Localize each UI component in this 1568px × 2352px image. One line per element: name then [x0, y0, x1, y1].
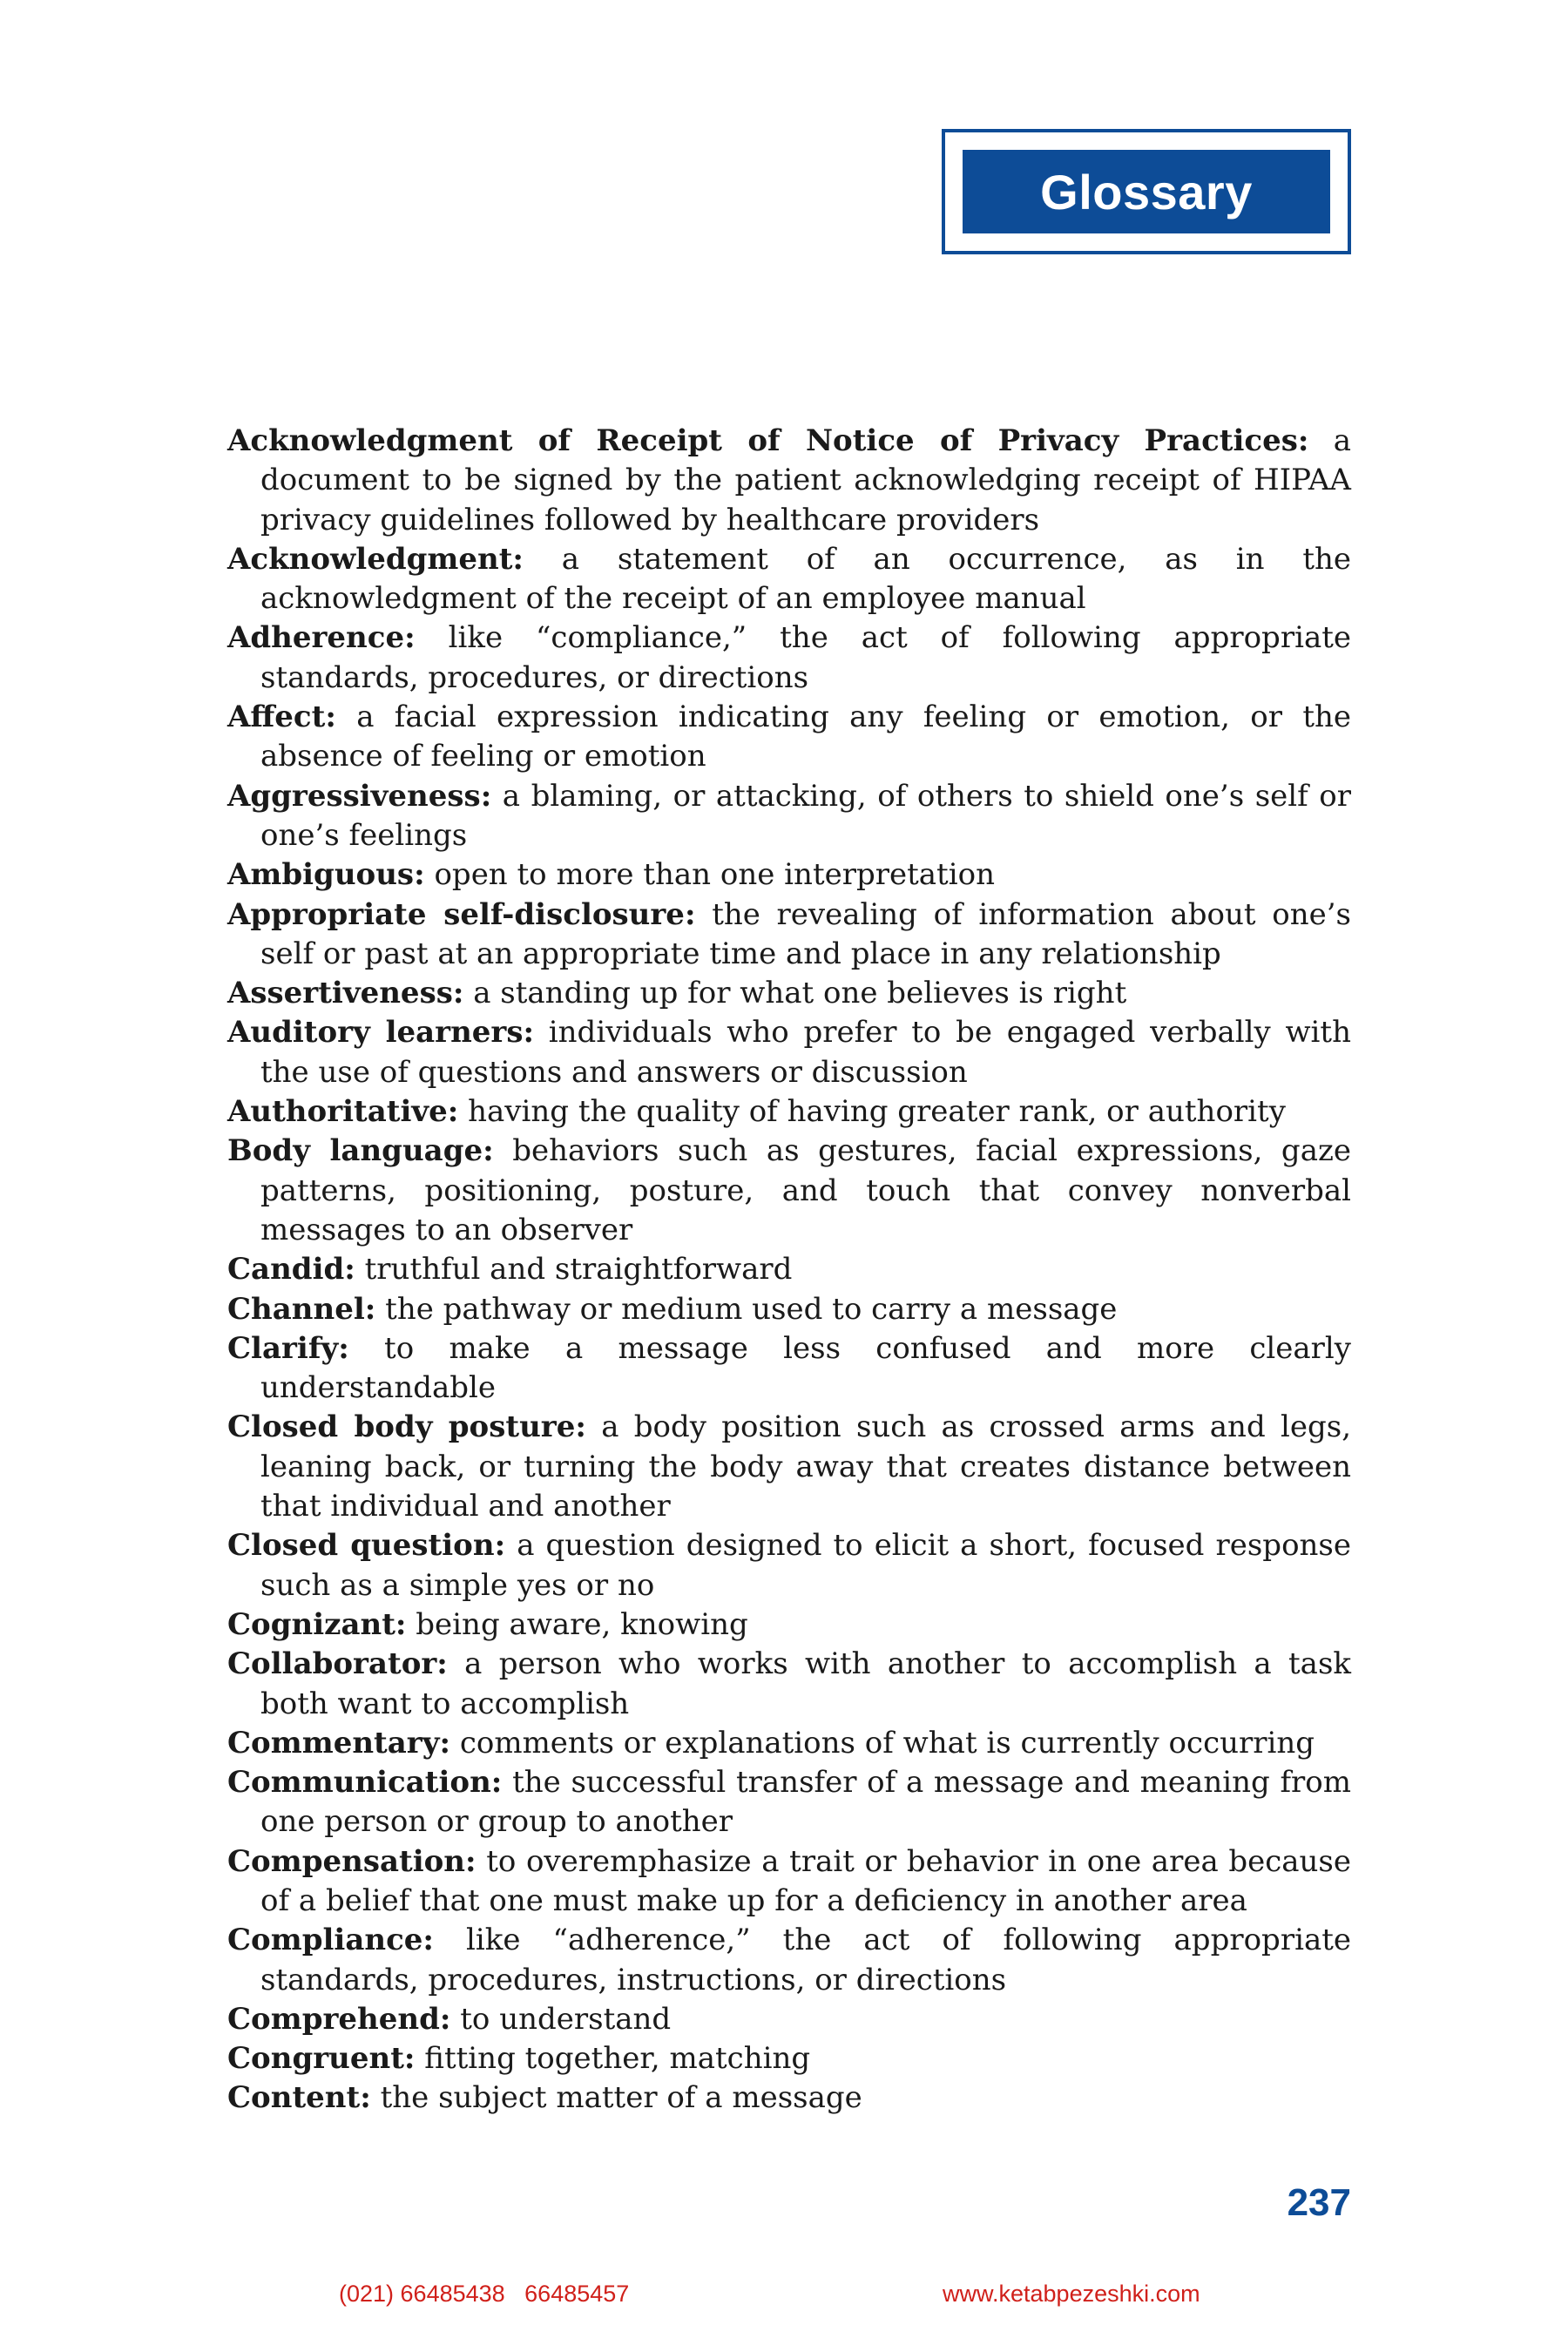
glossary-entry [227, 1763, 1351, 1842]
glossary-definition: a standing up for what one believes is right [473, 976, 1127, 1011]
glossary-definition: the revealing of information about one’s self or past at an appropriate time and place in any relationship [260, 896, 1352, 971]
glossary-definition: like “compliance,” the act of following appropriate standards, procedures, or directions [260, 620, 1352, 695]
glossary-term: Compensation: [227, 1843, 476, 1879]
glossary-entry [227, 2078, 1351, 2118]
glossary-definition: behaviors such as gestures, facial expressions, gaze patterns, positioning, posture, and touch that convey nonverbal messages to an observer [260, 1133, 1351, 1247]
glossary-definition: a statement of an occurrence, as in the acknowledgment of the receipt of an employee manual [260, 541, 1351, 617]
glossary-definition: a person who works with another to accomplish a task both want to accomplish [260, 1646, 1352, 1721]
glossary-entry [227, 1645, 1351, 1724]
glossary-header-box [963, 150, 1330, 233]
glossary-term: Aggressiveness: [227, 778, 492, 814]
footer-url: www.ketabpezeshki.com [943, 2281, 1200, 2307]
glossary-entry [227, 1526, 1351, 1605]
glossary-term: Assertiveness: [227, 976, 464, 1011]
glossary-entry [227, 1290, 1351, 1329]
glossary-term: Adherence: [227, 620, 416, 656]
glossary-term: Acknowledgment of Receipt of Notice of Privacy Practices: [227, 423, 1309, 458]
glossary-definition: a question designed to elicit a short, focused response such as a simple yes or no [260, 1528, 1352, 1603]
glossary-term: Collaborator: [227, 1646, 448, 1682]
glossary-term: Compliance: [227, 1923, 434, 1958]
glossary-entry [227, 618, 1351, 698]
glossary-term: Body language: [227, 1133, 494, 1169]
glossary-term: Closed body posture: [227, 1409, 586, 1445]
glossary-entry [227, 1132, 1351, 1250]
glossary-definition: a document to be signed by the patient acknowledging receipt of HIPAA privacy guidelines followed by healthcare providers [260, 423, 1351, 537]
glossary-entry [227, 974, 1351, 1013]
glossary-definition: to make a message less confused and more clearly understandable [260, 1330, 1351, 1406]
glossary-entry [227, 1605, 1351, 1645]
glossary-entry [227, 1724, 1351, 1763]
glossary-definition: open to more than one interpretation [434, 857, 995, 893]
glossary-term: Affect: [227, 700, 336, 735]
glossary-entry [227, 1013, 1351, 1092]
glossary-definition: a blaming, or attacking, of others to shield one’s self or one’s feelings [260, 778, 1352, 853]
page-title: Glossary [1040, 164, 1253, 220]
glossary-definition: to overemphasize a trait or behavior in one area because of a belief that one must make up for a deficiency in another area [260, 1843, 1351, 1918]
glossary-entry [227, 855, 1351, 895]
glossary-term: Authoritative: [227, 1094, 459, 1130]
glossary-entry [227, 1842, 1351, 1922]
glossary-term: Auditory learners: [227, 1015, 535, 1051]
glossary-term: Cognizant: [227, 1606, 407, 1642]
page-number: 237 [1287, 2181, 1351, 2224]
glossary-term: Commentary: [227, 1725, 450, 1761]
glossary-entry [227, 1250, 1351, 1289]
glossary-definition: truthful and straightforward [364, 1252, 793, 1288]
glossary-term: Comprehend: [227, 2001, 451, 2037]
glossary-definition: the pathway or medium used to carry a message [385, 1291, 1118, 1327]
glossary-term: Channel: [227, 1291, 376, 1327]
glossary-definition: a body position such as crossed arms and legs, leaning back, or turning the body away that creates distance between that individual and another [260, 1409, 1352, 1524]
glossary-term: Congruent: [227, 2041, 416, 2077]
glossary-entry [227, 422, 1351, 540]
glossary-term: Candid: [227, 1252, 355, 1288]
glossary-definition: to understand [460, 2001, 672, 2037]
glossary-definition: comments or explanations of what is currently occurring [459, 1725, 1315, 1761]
glossary-entry [227, 1408, 1351, 1526]
glossary-entry [227, 1092, 1351, 1132]
glossary-header-frame [942, 129, 1351, 254]
glossary-entry [227, 1329, 1351, 1409]
glossary-definition: having the quality of having greater rank, or authority [468, 1094, 1286, 1130]
glossary-term: Content: [227, 2080, 371, 2116]
glossary-definition: a facial expression indicating any feeling or emotion, or the absence of feeling or emotion [260, 700, 1352, 774]
glossary-definition: being aware, knowing [416, 1606, 748, 1642]
glossary-entry [227, 777, 1351, 856]
glossary-term: Acknowledgment: [227, 541, 524, 577]
glossary-term: Ambiguous: [227, 857, 425, 893]
glossary-entry [227, 1921, 1351, 2000]
glossary-term: Closed question: [227, 1528, 506, 1564]
glossary-definition: the successful transfer of a message and meaning from one person or group to another [260, 1765, 1352, 1840]
glossary-entry [227, 896, 1351, 975]
footer-phone: (021) 66485438 66485457 [339, 2281, 630, 2307]
glossary-term: Appropriate self-disclosure: [227, 896, 696, 932]
glossary-entry [227, 698, 1351, 777]
glossary-definition: the subject matter of a message [380, 2080, 862, 2116]
glossary-term: Communication: [227, 1765, 503, 1801]
glossary-term: Clarify: [227, 1330, 349, 1366]
glossary-definition: like “adherence,” the act of following appropriate standards, procedures, instructions, or directions [260, 1923, 1351, 1997]
glossary-entry [227, 540, 1351, 619]
glossary-definition: fitting together, matching [424, 2041, 811, 2077]
glossary-definition: individuals who prefer to be engaged verbally with the use of questions and answers or discussion [260, 1015, 1351, 1090]
glossary-entry [227, 2039, 1351, 2078]
glossary-list [227, 422, 1351, 2119]
glossary-entry [227, 2000, 1351, 2039]
